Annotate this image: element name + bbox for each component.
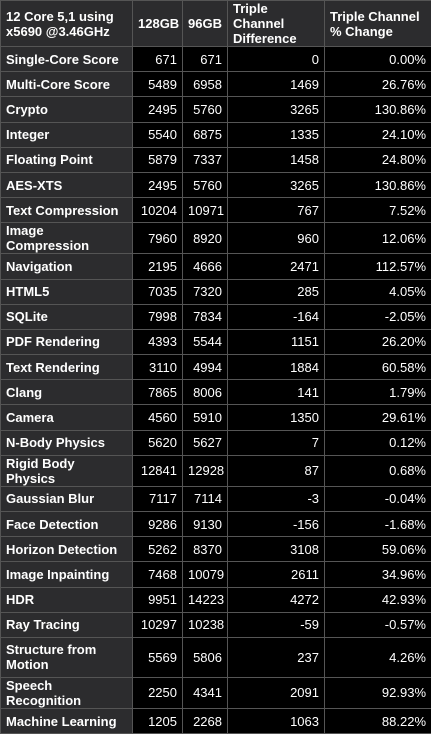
value-128gb-cell: 7865 [133,380,183,405]
test-name-cell: Crypto [1,97,133,122]
value-128gb-cell: 7117 [133,486,183,511]
difference-cell: 3265 [228,97,325,122]
value-128gb-cell: 12841 [133,455,183,486]
value-96gb-cell: 7114 [183,486,228,511]
value-128gb-cell: 5262 [133,537,183,562]
table-row [1,122,431,147]
test-name-cell: Horizon Detection [1,537,133,562]
value-128gb-cell: 7960 [133,223,183,254]
table-row [1,405,431,430]
percent-change-cell: 24.10% [325,122,431,147]
test-name-cell: Text Rendering [1,355,133,380]
difference-cell: 4272 [228,587,325,612]
table-row [1,254,431,279]
value-96gb-cell: 5544 [183,329,228,354]
percent-change-cell: 112.57% [325,254,431,279]
difference-cell: 141 [228,380,325,405]
test-name-cell: Image Compression [1,223,133,254]
value-128gb-cell: 2495 [133,97,183,122]
value-96gb-cell: 7320 [183,279,228,304]
column-header-test: 12 Core 5,1 using x5690 @3.46GHz [1,1,133,47]
test-name-cell: Single-Core Score [1,47,133,72]
percent-change-cell: 130.86% [325,172,431,197]
difference-cell: -156 [228,512,325,537]
difference-cell: 1151 [228,329,325,354]
test-name-cell: Structure from Motion [1,637,133,677]
difference-cell: -3 [228,486,325,511]
table-row [1,329,431,354]
value-128gb-cell: 7035 [133,279,183,304]
difference-cell: 2091 [228,677,325,708]
value-96gb-cell: 5760 [183,97,228,122]
test-name-cell: HTML5 [1,279,133,304]
value-96gb-cell: 10079 [183,562,228,587]
table-row [1,172,431,197]
percent-change-cell: -2.05% [325,304,431,329]
value-96gb-cell: 8006 [183,380,228,405]
difference-cell: 1884 [228,355,325,380]
test-name-cell: Multi-Core Score [1,72,133,97]
value-128gb-cell: 2195 [133,254,183,279]
difference-cell: 1335 [228,122,325,147]
column-header-difference: Triple Channel Difference [228,1,325,47]
value-96gb-cell: 5806 [183,637,228,677]
table-row [1,97,431,122]
difference-cell: 7 [228,430,325,455]
value-128gb-cell: 10204 [133,198,183,223]
value-96gb-cell: 5627 [183,430,228,455]
difference-cell: 3108 [228,537,325,562]
value-128gb-cell: 2250 [133,677,183,708]
percent-change-cell: -0.04% [325,486,431,511]
percent-change-cell: 34.96% [325,562,431,587]
table-row [1,612,431,637]
test-name-cell: AES-XTS [1,172,133,197]
table-row [1,147,431,172]
percent-change-cell: 29.61% [325,405,431,430]
percent-change-cell: 26.76% [325,72,431,97]
value-128gb-cell: 7998 [133,304,183,329]
percent-change-cell: 24.80% [325,147,431,172]
table-row [1,223,431,254]
percent-change-cell: 1.79% [325,380,431,405]
difference-cell: 0 [228,47,325,72]
table-row [1,562,431,587]
difference-cell: 1469 [228,72,325,97]
value-96gb-cell: 8920 [183,223,228,254]
value-96gb-cell: 671 [183,47,228,72]
table-row [1,512,431,537]
table-row [1,708,431,733]
test-name-cell: Gaussian Blur [1,486,133,511]
test-name-cell: Speech Recognition [1,677,133,708]
table-row [1,380,431,405]
table-row [1,430,431,455]
test-name-cell: PDF Rendering [1,329,133,354]
test-name-cell: SQLite [1,304,133,329]
percent-change-cell: 42.93% [325,587,431,612]
difference-cell: 1350 [228,405,325,430]
table-row [1,279,431,304]
table-row [1,587,431,612]
percent-change-cell: 0.12% [325,430,431,455]
header-row [1,1,431,47]
value-128gb-cell: 1205 [133,708,183,733]
table-row [1,355,431,380]
column-header-96gb: 96GB [183,1,228,47]
test-name-cell: Camera [1,405,133,430]
table-row [1,198,431,223]
table-body [1,47,431,734]
value-96gb-cell: 6875 [183,122,228,147]
test-name-cell: HDR [1,587,133,612]
difference-cell: 2611 [228,562,325,587]
test-name-cell: Image Inpainting [1,562,133,587]
table-row [1,72,431,97]
value-96gb-cell: 4994 [183,355,228,380]
percent-change-cell: -0.57% [325,612,431,637]
percent-change-cell: 59.06% [325,537,431,562]
value-96gb-cell: 7337 [183,147,228,172]
value-96gb-cell: 4341 [183,677,228,708]
table-row [1,486,431,511]
difference-cell: 767 [228,198,325,223]
percent-change-cell: 7.52% [325,198,431,223]
value-128gb-cell: 5879 [133,147,183,172]
value-96gb-cell: 4666 [183,254,228,279]
test-name-cell: Floating Point [1,147,133,172]
table-row [1,537,431,562]
value-96gb-cell: 10238 [183,612,228,637]
value-128gb-cell: 4560 [133,405,183,430]
value-96gb-cell: 9130 [183,512,228,537]
percent-change-cell: 26.20% [325,329,431,354]
test-name-cell: Rigid Body Physics [1,455,133,486]
difference-cell: -59 [228,612,325,637]
table-row [1,304,431,329]
column-header-percent-change: Triple Channel % Change [325,1,431,47]
value-96gb-cell: 10971 [183,198,228,223]
test-name-cell: N-Body Physics [1,430,133,455]
value-128gb-cell: 2495 [133,172,183,197]
percent-change-cell: 130.86% [325,97,431,122]
difference-cell: 1458 [228,147,325,172]
value-128gb-cell: 7468 [133,562,183,587]
value-96gb-cell: 8370 [183,537,228,562]
value-128gb-cell: 10297 [133,612,183,637]
percent-change-cell: 12.06% [325,223,431,254]
value-96gb-cell: 14223 [183,587,228,612]
column-header-128gb: 128GB [133,1,183,47]
test-name-cell: Clang [1,380,133,405]
value-128gb-cell: 3110 [133,355,183,380]
test-name-cell: Machine Learning [1,708,133,733]
table-row [1,47,431,72]
test-name-cell: Text Compression [1,198,133,223]
value-96gb-cell: 12928 [183,455,228,486]
difference-cell: 2471 [228,254,325,279]
table-row [1,637,431,677]
test-name-cell: Ray Tracing [1,612,133,637]
table-row [1,677,431,708]
percent-change-cell: 4.05% [325,279,431,304]
test-name-cell: Integer [1,122,133,147]
value-96gb-cell: 2268 [183,708,228,733]
table-row [1,455,431,486]
difference-cell: 960 [228,223,325,254]
value-128gb-cell: 4393 [133,329,183,354]
value-128gb-cell: 5620 [133,430,183,455]
percent-change-cell: 60.58% [325,355,431,380]
value-128gb-cell: 5569 [133,637,183,677]
value-96gb-cell: 7834 [183,304,228,329]
difference-cell: 285 [228,279,325,304]
difference-cell: 87 [228,455,325,486]
percent-change-cell: 92.93% [325,677,431,708]
difference-cell: -164 [228,304,325,329]
value-128gb-cell: 5540 [133,122,183,147]
value-96gb-cell: 5760 [183,172,228,197]
value-128gb-cell: 5489 [133,72,183,97]
value-128gb-cell: 671 [133,47,183,72]
percent-change-cell: -1.68% [325,512,431,537]
test-name-cell: Face Detection [1,512,133,537]
difference-cell: 237 [228,637,325,677]
percent-change-cell: 0.68% [325,455,431,486]
table-header [1,1,431,47]
value-96gb-cell: 5910 [183,405,228,430]
difference-cell: 1063 [228,708,325,733]
percent-change-cell: 4.26% [325,637,431,677]
value-96gb-cell: 6958 [183,72,228,97]
difference-cell: 3265 [228,172,325,197]
percent-change-cell: 88.22% [325,708,431,733]
value-128gb-cell: 9286 [133,512,183,537]
percent-change-cell: 0.00% [325,47,431,72]
value-128gb-cell: 9951 [133,587,183,612]
test-name-cell: Navigation [1,254,133,279]
